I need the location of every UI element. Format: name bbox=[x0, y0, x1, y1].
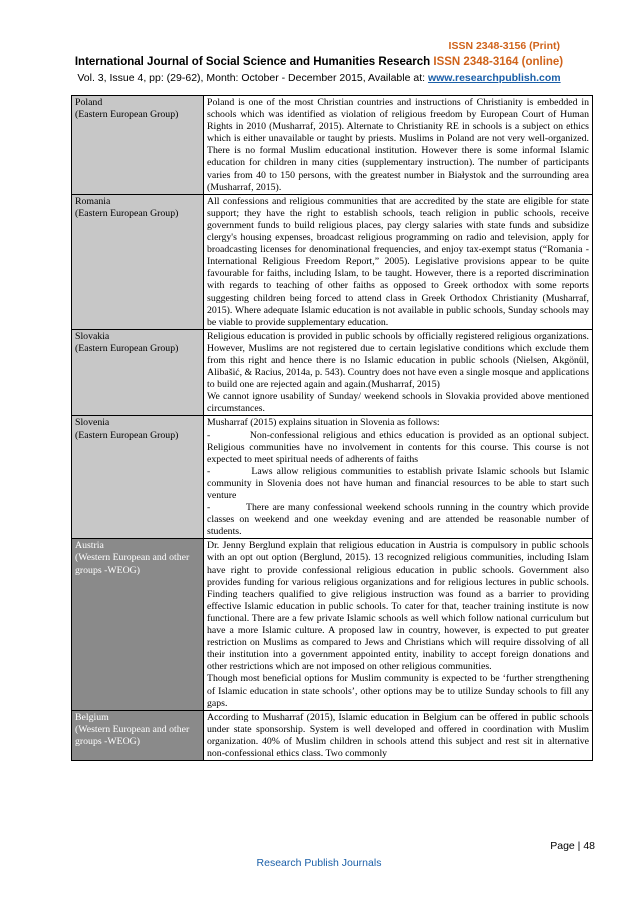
description-paragraph: According to Musharraf (2015), Islamic education in Belgium can be offered in public schools under state sponsorship. System is well developed and offered in coordination with Muslim organization. 40% of Muslim children in schools attend this subject and rest sit in alternative non-confessional ethics class. Two commonly bbox=[207, 711, 589, 759]
description-cell bbox=[204, 96, 593, 195]
country-region: (Western European and other groups -WEOG) bbox=[75, 552, 190, 576]
journal-title: International Journal of Social Science and Humanities Research bbox=[74, 56, 431, 68]
table-row bbox=[72, 416, 593, 539]
description-paragraph: Dr. Jenny Berglund explain that religious education in Austria is compulsory in public schools with an opt out option (Berglund, 2015). 13 recognized religious communities, including Islam have right to provide confessional religious education in public schools. Government also provides funding for various religious organizations and for religious lectures in public schools. Finding teachers qualified to give religious instruction was found as a barrier to providing effective Islamic education in public schools. To cater for that, teacher training institute is now functional. There are a few private Islamic schools as well which follow national curriculum but have a more Islamic culture. A proposed law in country, however, is expected to put greater restriction on Muslims as compared to Jews and Christians which will require dissolving of all their institution into a government appointed entity, inability to accept foreign donations and other restrictions which are not imposed on other religious communities. bbox=[207, 540, 589, 673]
country-cell bbox=[72, 329, 204, 416]
description-paragraph: - There are many confessional weekend schools running in the country which provide classes on weekend and one weekday evening and are attended be reasonable number of students. bbox=[207, 502, 589, 538]
description-cell bbox=[204, 194, 593, 329]
description-cell bbox=[204, 710, 593, 760]
country-region: (Eastern European Group) bbox=[75, 429, 179, 441]
country-region: (Eastern European Group) bbox=[75, 109, 179, 121]
country-cell bbox=[72, 194, 204, 329]
country-name: Slovenia bbox=[75, 417, 110, 429]
issn-online: ISSN 2348-3164 (online) bbox=[433, 56, 564, 68]
description-cell bbox=[204, 329, 593, 416]
description-paragraph: - Laws allow religious communities to establish private Islamic schools but Islamic community in Slovenia does not have human and financial resources to be able to start such venture bbox=[207, 465, 589, 501]
table-row bbox=[72, 329, 593, 416]
table-row bbox=[72, 710, 593, 760]
country-table bbox=[71, 95, 593, 761]
country-table-body bbox=[72, 96, 593, 761]
description-cell bbox=[204, 416, 593, 539]
description-paragraph: All confessions and religious communities that are accredited by the state are eligible for state support; they have the right to establish schools, teach religion in public schools, receive government funds to build religious places, pay clergy salaries with state funds and subsidize clergy's housing expenses, broadcast religious programming on radio and television, apply for broadcasting licenses for denominational frequencies, and enjoy tax-exempt status (“Romania - International Religious Freedom Report,” 2005). Legislative provisions appear to be quite favourable for faiths, including Islam, to be taught. However, there is a reported discrimination with regards to teaching of other faiths as opposed to Greek orthodox with some reports suggesting children being forced to attend class in Greek Orthodox Christianity (Musharraf, 2015). Where adequate Islamic education is not available in public schools, Sunday schools may be viable to provide supplementary education. bbox=[207, 195, 589, 328]
description-paragraph: Though most beneficial options for Muslim community is expected to be ‘further strengthening of Islamic education in state schools’, other options may be to utilize Sunday schools to fill any gaps. bbox=[207, 673, 589, 709]
website-link[interactable]: www.researchpublish.com bbox=[427, 72, 561, 84]
journal-title-line bbox=[0, 56, 638, 68]
description-paragraph: Musharraf (2015) explains situation in Slovenia as follows: bbox=[207, 417, 440, 429]
country-name: Romania bbox=[75, 195, 111, 207]
page-number: Page | 48 bbox=[550, 840, 595, 852]
issn-print: ISSN 2348-3156 (Print) bbox=[448, 40, 560, 52]
description-paragraph: - Non-confessional religious and ethics education is provided as an optional subject. Religious communities have no involvement in contents for this course. This course is not expected to meet spiritual needs of adherents of faiths bbox=[207, 429, 589, 465]
table-row bbox=[72, 194, 593, 329]
country-name: Poland bbox=[75, 97, 103, 108]
country-cell bbox=[72, 539, 204, 710]
country-region: (Eastern European Group) bbox=[75, 342, 179, 354]
country-name: Slovakia bbox=[75, 330, 110, 342]
country-region: (Western European and other groups -WEOG) bbox=[75, 723, 190, 747]
country-name: Austria bbox=[75, 540, 104, 552]
table-row bbox=[72, 539, 593, 710]
country-cell bbox=[72, 416, 204, 539]
country-cell bbox=[72, 710, 204, 760]
description-paragraph: Poland is one of the most Christian countries and instructions of Christianity is embedded in schools which was identified as violation of religious freedom by European Court of Human Rights in 2010 (Musharraf, 2015). Alternate to Christianity RE in schools is a subject on ethics which is either unavailable or taught by priests. Muslims in Poland are not very well-organized. There is no formal Muslim educational institution. However there is some informal Islamic education for children in many cities (supplementary instruction). The number of participants varies from 40 to 150 persons, with the greatest number in Białystok and the surrounding area (Musharraf, 2015). bbox=[207, 97, 589, 193]
description-cell bbox=[204, 539, 593, 710]
country-cell bbox=[72, 96, 204, 195]
volume-info: Vol. 3, Issue 4, pp: (29-62), Month: October - December 2015, Available at: bbox=[77, 72, 426, 84]
description-paragraph: We cannot ignore usability of Sunday/ weekend schools in Slovakia provided above mentioned circumstances. bbox=[207, 391, 589, 415]
country-name: Belgium bbox=[75, 711, 109, 723]
publisher-footer[interactable]: Research Publish Journals bbox=[256, 857, 382, 869]
description-paragraph: Religious education is provided in public schools by officially registered religious organizations. However, Muslims are not registered due to certain legislative conditions which exclude them from this right and hence there is no Islamic education in public schools (Nielsen, Akgönül, Alibašić, & Racius, 2014a, p. 543). Country does not have even a single mosque and applications to build one are rejected again and again.(Musharraf, 2015) bbox=[207, 330, 590, 391]
country-region: (Eastern European Group) bbox=[75, 207, 179, 219]
table-row bbox=[72, 96, 593, 195]
volume-info-line bbox=[0, 72, 638, 84]
